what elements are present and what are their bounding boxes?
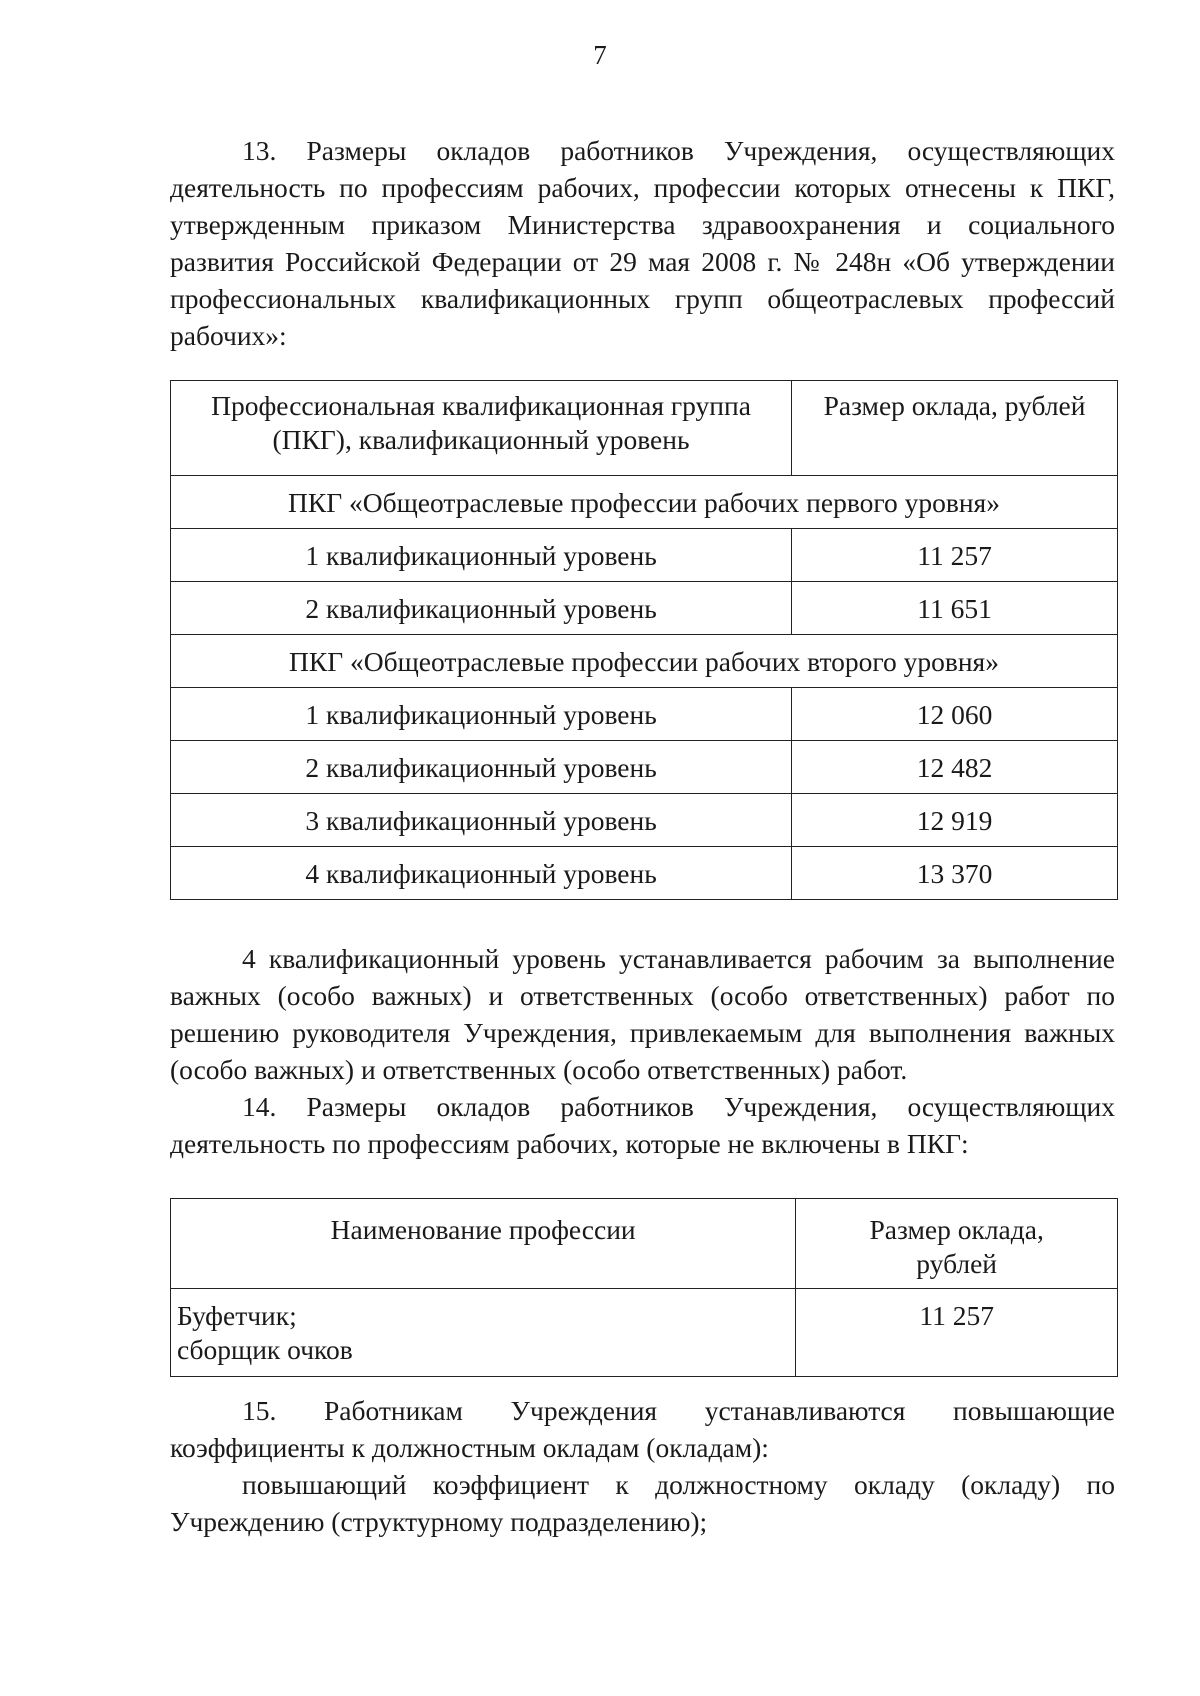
header-salary-line1: Размер оклада, xyxy=(869,1214,1044,1245)
level-cell: 2 квалификационный уровень xyxy=(171,582,792,635)
profession-line2: сборщик очков xyxy=(177,1334,353,1365)
salary-cell: 12 919 xyxy=(792,794,1118,847)
level-cell: 2 квалификационный уровень xyxy=(171,741,792,794)
page-number: 7 xyxy=(593,40,607,70)
non-pkg-salary-table xyxy=(170,1198,1118,1377)
salary-cell: 13 370 xyxy=(792,847,1118,900)
level-cell: 1 квалификационный уровень xyxy=(171,688,792,741)
header-profession: Наименование профессии xyxy=(171,1199,796,1289)
header-salary-line2: рублей xyxy=(916,1248,998,1279)
table-row xyxy=(171,1289,1118,1377)
salary-cell: 12 482 xyxy=(792,741,1118,794)
salary-cell: 12 060 xyxy=(792,688,1118,741)
paragraph-14: 14. Размеры окладов работников Учреждения, осуществляющих деятельность по профессиям рабочих, которые не включены в ПКГ: xyxy=(170,1091,1115,1159)
group-row-second-level xyxy=(171,635,1118,688)
salary-cell: 11 257 xyxy=(796,1289,1118,1377)
level-cell: 3 квалификационный уровень xyxy=(171,794,792,847)
table-row xyxy=(171,529,1118,582)
table-row xyxy=(171,847,1118,900)
paragraph-15: 15. Работникам Учреждения устанавливаются повышающие коэффициенты к должностным окладам (окладам): xyxy=(170,1395,1115,1463)
level-cell: 1 квалификационный уровень xyxy=(171,529,792,582)
header-qualification-group: Профессиональная квалификационная группа (ПКГ), квалификационный уровень xyxy=(171,381,792,476)
pkg-salary-table xyxy=(170,380,1118,900)
profession-line1: Буфетчик; xyxy=(177,1300,297,1331)
paragraph-15-item: повышающий коэффициент к должностному окладу (окладу) по Учреждению (структурному подразделению); xyxy=(170,1469,1115,1537)
group-title: ПКГ «Общеотраслевые профессии рабочих второго уровня» xyxy=(171,635,1118,688)
table-row xyxy=(171,582,1118,635)
table-row xyxy=(171,741,1118,794)
salary-cell: 11 651 xyxy=(792,582,1118,635)
table-row xyxy=(171,688,1118,741)
paragraph-13: 13. Размеры окладов работников Учреждения, осуществляющих деятельность по профессиям рабочих, профессии которых отнесены к ПКГ, утвержденным приказом Министерства здравоохранения и социального развития Российской Федерации от 29 мая 2008 г. № 248н «Об утверждении профессиональных квалификационных групп общеотраслевых профессий рабочих»: xyxy=(170,135,1115,351)
salary-cell: 11 257 xyxy=(792,529,1118,582)
paragraph-level4: 4 квалификационный уровень устанавливается рабочим за выполнение важных (особо важных) и ответственных (особо ответственных) работ по решению руководителя Учреждения, привлекаемым для выполнения важных (особо важных) и ответственных (особо ответственных) работ. xyxy=(170,943,1115,1085)
table-header-row xyxy=(171,381,1118,476)
header-salary xyxy=(796,1199,1118,1289)
level-cell: 4 квалификационный уровень xyxy=(171,847,792,900)
table-header-row xyxy=(171,1199,1118,1289)
profession-cell xyxy=(171,1289,796,1377)
group-row-first-level xyxy=(171,476,1118,529)
table-row xyxy=(171,794,1118,847)
group-title: ПКГ «Общеотраслевые профессии рабочих первого уровня» xyxy=(171,476,1118,529)
header-salary: Размер оклада, рублей xyxy=(792,381,1118,476)
